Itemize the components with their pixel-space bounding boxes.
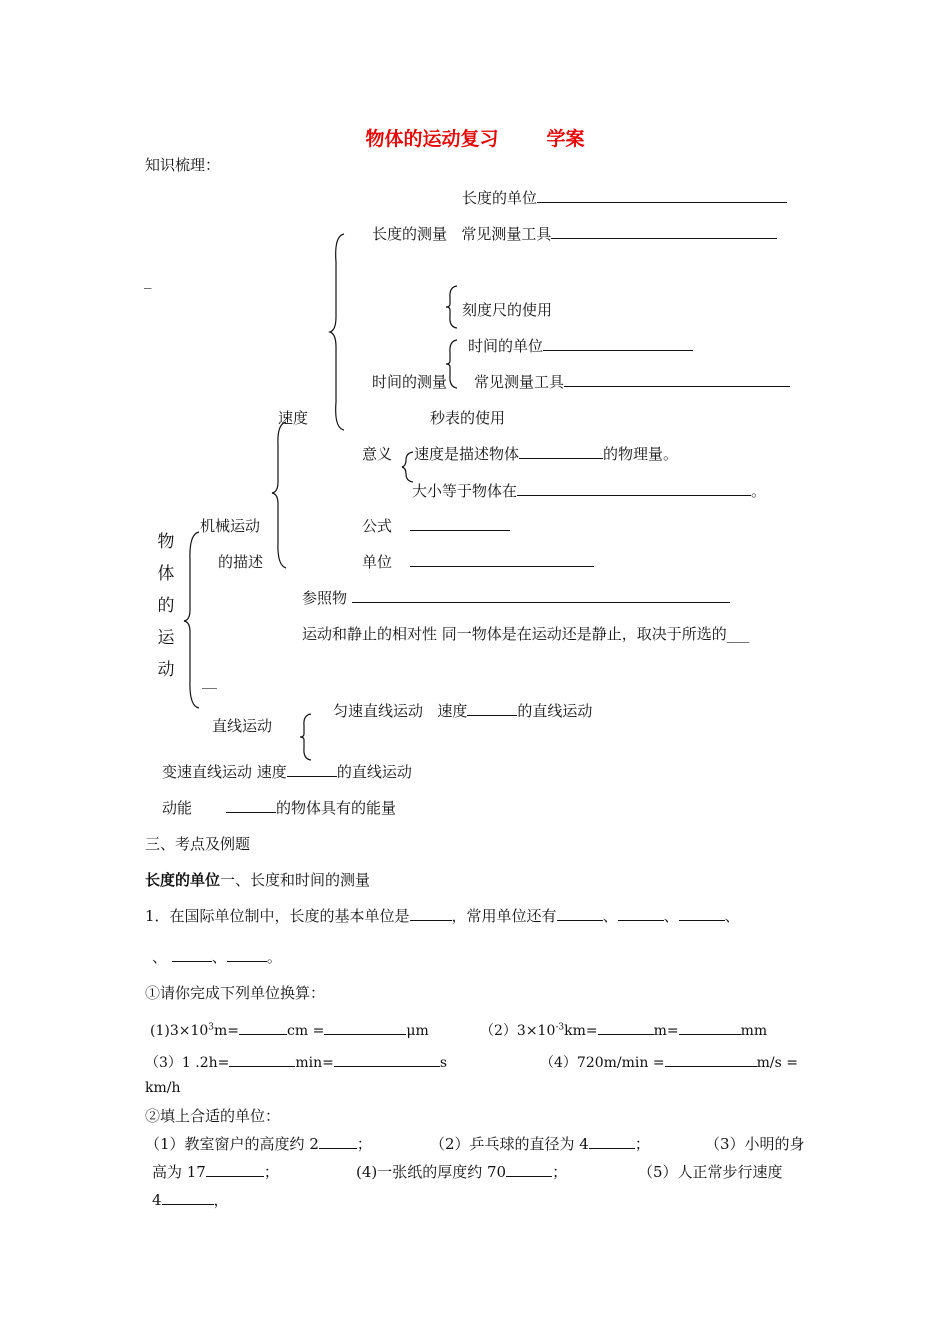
blank-line [543,336,693,351]
meaning-label: 意义 [362,445,393,463]
conversion-2: $(2)3\times 10^{-3}km= m=$ mm [480,1020,767,1041]
blank-line [162,1190,214,1205]
reference-row: 参照物 [302,588,730,608]
topic-rest: 一、长度和时间的测量 [220,871,371,889]
blank-line [519,444,603,459]
fill-3-cont: 高为 17 ； [152,1163,279,1181]
relativity-row: 运动和静止的相对性 同一物体是在运动还是静止，取决于所选的___ [302,625,750,643]
root-char: 动 [157,660,175,680]
root-brace [182,530,202,710]
time-unit-row: 时间的单位 [468,336,693,356]
root-char: 体 [157,564,175,584]
blank-line [227,947,267,962]
topic-bold: 长度的单位 [145,871,221,889]
blank-line [410,516,510,531]
fill-units-heading: ②填上合适的单位： [145,1107,281,1125]
time-measure: 时间的测量 [372,373,448,391]
topic-heading [145,870,370,890]
blank-line [598,1020,654,1035]
blank-line [287,762,337,777]
conversion-4: （4）720m/min = m/s = [540,1052,798,1073]
blank-line [410,906,452,921]
stopwatch-use: 秒表的使用 [430,409,506,427]
question-1-line-1: 1．在国际单位制中，长度的基本单位是 ，常用单位还有 、 、 、 [145,907,740,925]
length-time-brace [328,232,348,432]
meaning-text: 速度是描述物体 的物理量。 [414,445,679,463]
length-unit-row: 长度的单位 [462,188,787,208]
blank-line [506,1162,552,1177]
blank-line [239,1020,287,1035]
blank-line [319,1134,357,1149]
root-label [156,526,176,686]
description-label: 的描述 [218,553,264,571]
blank-line [334,1052,440,1067]
title-suffix: 学案 [546,128,585,150]
root-char: 运 [157,628,175,648]
size-text: 大小等于物体在 。 [412,482,767,500]
speed-brace [270,420,290,570]
unit-row: 单位 [362,552,594,572]
blank-line [229,1052,295,1067]
fill-4: (4)一张纸的厚度约 70 ； [356,1163,568,1181]
section-3-heading: 三、考点及例题 [145,835,251,853]
blank-line [589,1134,635,1149]
straight-brace [298,712,314,762]
blank-line [226,798,276,813]
fill-5-cont: 4 ， [152,1191,229,1209]
page-title [0,124,950,151]
fill-1: （1）教室窗户的高度约 2 ； [145,1135,372,1153]
length-measure-row: 长度的测量 常见测量工具 [372,224,777,244]
blank-line [564,372,790,387]
variable-row: 变速直线运动 速度 的直线运动 [162,763,412,781]
blank-line [679,906,725,921]
stray-dash: _ [144,271,152,289]
blank-line [172,947,212,962]
formula-row: 公式 [362,516,510,536]
blank-line [467,701,517,716]
blank-line [537,188,787,203]
title-main: 物体的运动复习 [365,128,499,150]
blank-line [324,1020,406,1035]
straight-motion: 直线运动 [212,717,273,735]
fill-5: （5）人正常步行速度 [638,1163,783,1181]
root-char: 物 [157,532,175,552]
fill-2: （2）乒乓球的直径为 4 ； [430,1135,650,1153]
blank-line [618,906,664,921]
mechanical-motion: 机械运动 [200,517,261,535]
conversion-heading: ①请你完成下列单位换算： [145,984,326,1002]
section-heading: 知识梳理： [145,156,221,174]
blank-line [352,588,730,603]
blank-line [551,224,777,239]
kinetic-row: 动能 的物体具有的能量 [162,799,397,817]
common-tool-row-2: 常见测量工具 [474,372,790,392]
blank-line [665,1052,757,1067]
blank-line [679,1020,741,1035]
conversion-3: （3）1 .2h= min= s [145,1052,447,1073]
blank-line [557,906,603,921]
stray-dash-2: __ [202,671,217,689]
conversion-4-unit: km/h [145,1080,181,1096]
ruler-use: 刻度尺的使用 [462,301,553,319]
uniform-row: 匀速直线运动 速度 的直线运动 [333,702,593,720]
conversion-1: $(1)3\times 10^3m=$ cm = μm [150,1020,429,1041]
ruler-brace [444,284,460,330]
root-char: 的 [157,596,175,616]
blank-line [517,481,751,496]
fill-3: （3）小明的身 [705,1135,805,1153]
blank-line [206,1162,264,1177]
question-1-line-2: 、 、 。 [152,948,282,966]
blank-line [410,552,594,567]
speed-label: 速度 [278,409,309,427]
